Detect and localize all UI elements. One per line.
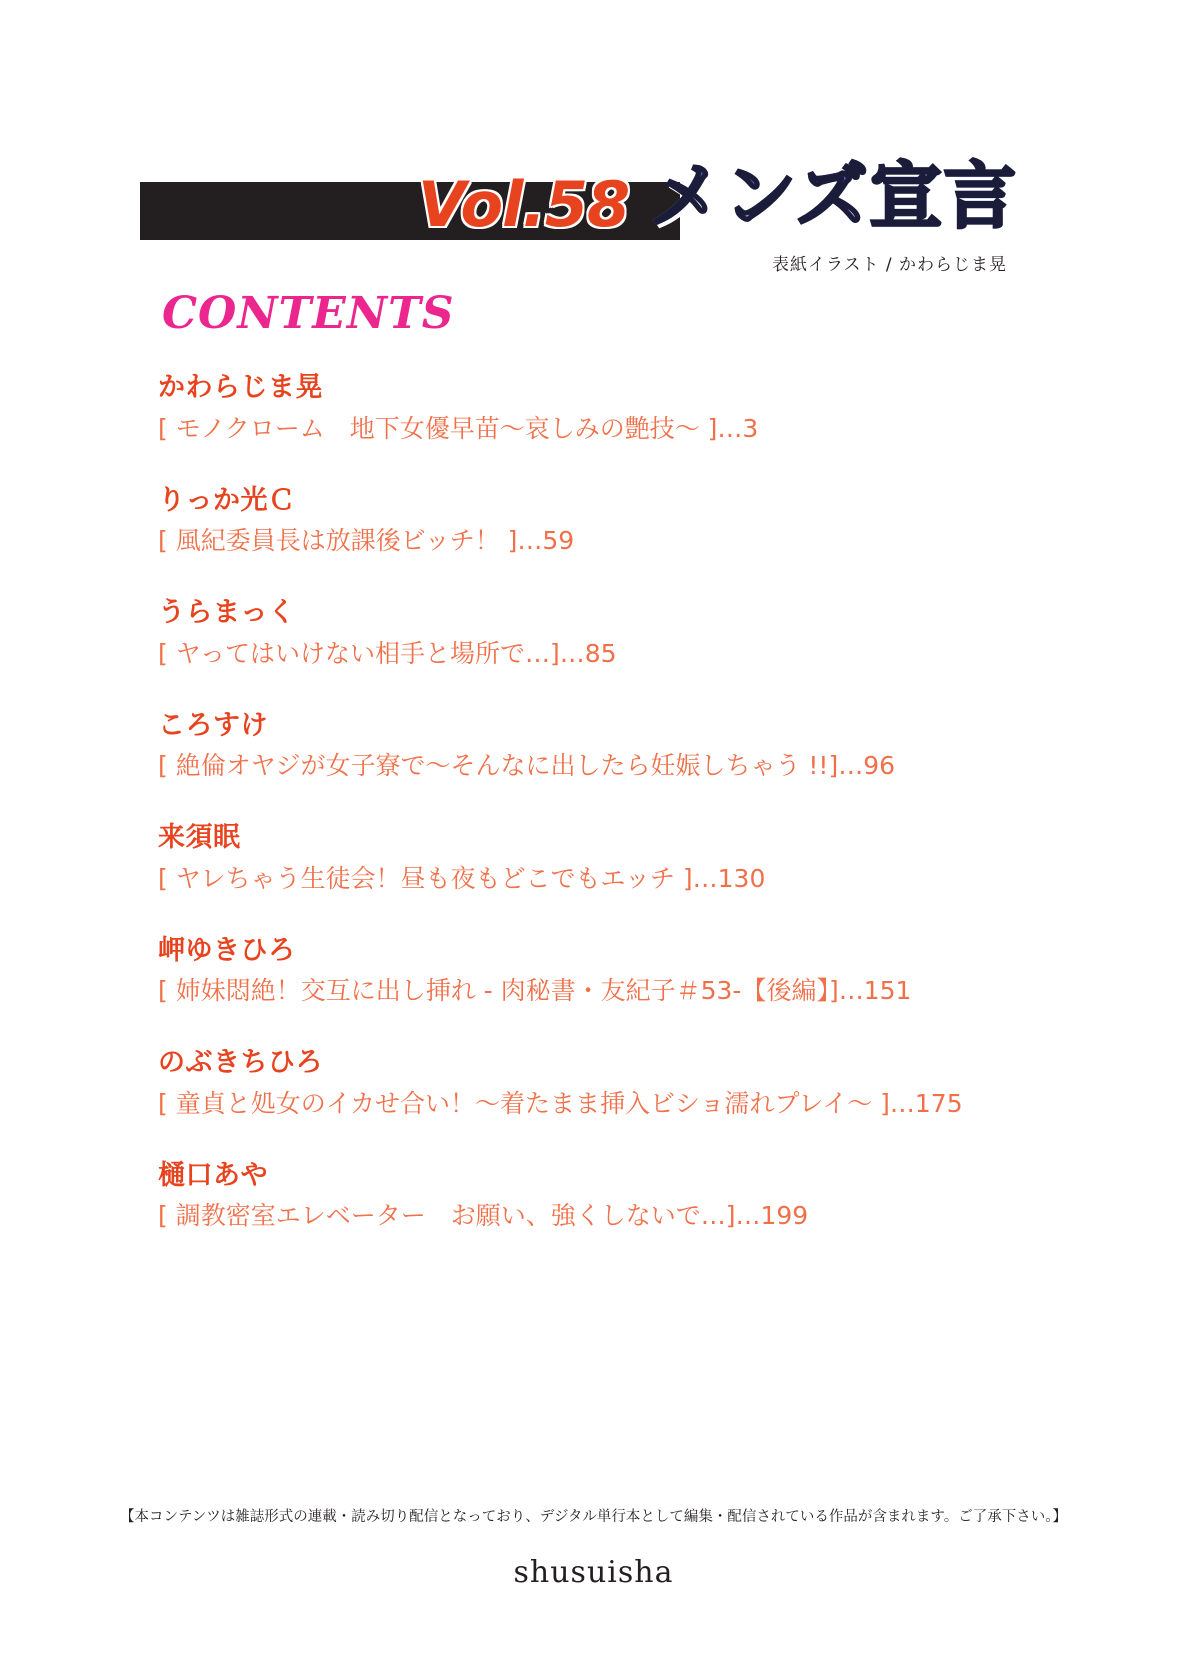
contents-heading: CONTENTS — [162, 288, 455, 339]
list-item — [158, 931, 1098, 1012]
entry-title-and-page[interactable]: [ 風紀委員長は放課後ビッチ！ ]…59 — [158, 526, 575, 555]
entry-author: かわらじま晃 — [158, 372, 323, 403]
entry-author: 岬ゆきひろ — [158, 934, 296, 966]
entry-author: りっか光Ｃ — [158, 484, 296, 516]
entry-author: うらまっく — [158, 597, 296, 628]
list-item — [158, 368, 1098, 449]
footer-note: 【本コンテンツは雑誌形式の連載・読み切り配信となっており、デジタル単行本として編集・配信されている作品が含まれます。ご了承下さい。】 — [120, 1509, 1067, 1525]
entry-title-and-page[interactable]: [ 調教密室エレベーター お願い、強くしないで…]…199 — [158, 1201, 809, 1230]
entry-title-and-page[interactable]: [ 姉妹悶絶！交互に出し挿れ - 肉秘書・友紀子＃53-【後編】]…151 — [158, 976, 912, 1005]
list-item — [158, 818, 1098, 899]
entry-title-and-page[interactable]: [ 絶倫オヤジが女子寮で〜そんなに出したら妊娠しちゃう !!]…96 — [158, 751, 896, 780]
entry-title-and-page[interactable]: [ モノクローム 地下女優早苗〜哀しみの艶技〜 ]…3 — [158, 413, 759, 443]
entry-title-and-page[interactable]: [ 童貞と処女のイカせ合い！〜着たまま挿入ビショ濡れプレイ〜 ]…175 — [158, 1088, 963, 1118]
list-item — [158, 1156, 1098, 1237]
publisher-name: shusuisha — [513, 1555, 674, 1590]
list-item — [158, 481, 1098, 562]
volume-label: Vol.58 — [418, 168, 630, 241]
entry-author: 樋口あや — [158, 1159, 268, 1191]
list-item — [158, 706, 1098, 787]
cover-illustration-credit: 表紙イラスト / かわらじま晃 — [771, 255, 1007, 275]
masthead — [0, 152, 1187, 275]
list-item — [158, 1043, 1098, 1124]
entry-author: ころすけ — [158, 709, 268, 741]
magazine-logo-title: メンズ宣言 — [650, 154, 1018, 238]
entry-author: のぶきちひろ — [158, 1047, 323, 1078]
entry-author: 来須眠 — [158, 822, 241, 853]
list-item — [158, 593, 1098, 674]
entry-title-and-page[interactable]: [ ヤレちゃう生徒会！昼も夜もどこでもエッチ ]…130 — [158, 863, 766, 893]
contents-list — [158, 368, 1098, 1268]
entry-title-and-page[interactable]: [ ヤってはいけない相手と場所で…]…85 — [158, 638, 617, 668]
